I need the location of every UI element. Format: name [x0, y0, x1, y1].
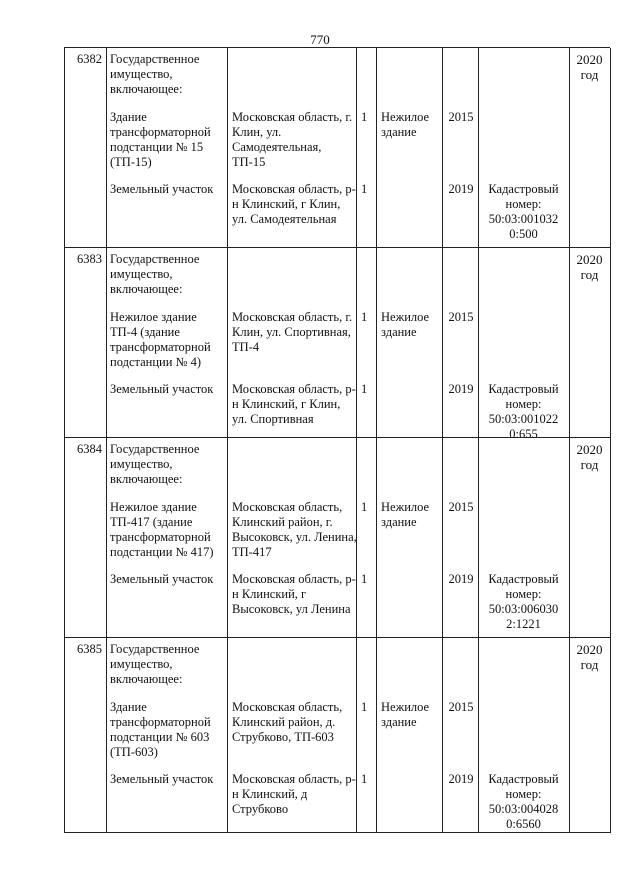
- item-quantity: 1: [361, 700, 368, 714]
- column-divider: [442, 438, 443, 638]
- item-name: Здание трансформаторной подстанции № 15 (ТП-15): [110, 110, 211, 169]
- column-divider: [106, 438, 107, 638]
- item-year: 2019: [448, 382, 474, 396]
- item-year: 2019: [448, 572, 474, 586]
- column-divider: [478, 438, 479, 638]
- record-year: 2020 год: [576, 52, 603, 82]
- item-type: Нежилое здание: [381, 500, 430, 529]
- table-record: [64, 47, 610, 247]
- column-divider: [64, 48, 65, 248]
- table-record: [64, 637, 610, 832]
- item-name: Здание трансформаторной подстанции № 603 (ТП-603): [110, 700, 211, 759]
- item-quantity: 1: [361, 772, 368, 786]
- table-record: [64, 437, 610, 637]
- item-name: Земельный участок: [110, 382, 214, 396]
- item-name: Земельный участок: [110, 182, 214, 196]
- item-address: Московская область, Клинский район, г. Высоковск, ул. Ленина, ТП-417: [232, 500, 357, 559]
- item-address: Московская область, р-н Клинский, д Струбково: [232, 772, 356, 816]
- item-year: 2015: [448, 110, 474, 124]
- item-address: Московская область, Клинский район, д. Струбково, ТП-603: [232, 700, 343, 744]
- item-cadastral-number: Кадастровый номер: 50:03:004028 0:6560: [488, 772, 559, 831]
- record-title: Государственное имущество, включающее:: [110, 642, 200, 686]
- item-type: Нежилое здание: [381, 110, 430, 139]
- column-divider: [227, 248, 228, 438]
- item-year: 2015: [448, 310, 474, 324]
- page-number: 770: [310, 32, 330, 47]
- column-divider: [442, 48, 443, 248]
- record-number: 6385: [77, 642, 102, 656]
- column-divider: [569, 48, 570, 248]
- item-cadastral-number: Кадастровый номер: 50:03:001022 0:655: [488, 382, 559, 441]
- column-divider: [569, 638, 570, 833]
- column-divider: [442, 248, 443, 438]
- record-number: 6382: [77, 52, 102, 66]
- item-quantity: 1: [361, 572, 368, 586]
- column-divider: [227, 48, 228, 248]
- column-divider: [478, 48, 479, 248]
- table-bottom-border: [64, 832, 610, 833]
- record-title: Государственное имущество, включающее:: [110, 442, 200, 486]
- column-divider: [106, 48, 107, 248]
- column-divider: [106, 638, 107, 833]
- record-title: Государственное имущество, включающее:: [110, 52, 200, 96]
- item-type: Нежилое здание: [381, 700, 430, 729]
- column-divider: [569, 248, 570, 438]
- item-year: 2015: [448, 700, 474, 714]
- column-divider: [64, 638, 65, 833]
- item-year: 2019: [448, 182, 474, 196]
- column-divider: [610, 48, 611, 248]
- record-year: 2020 год: [576, 442, 603, 472]
- item-year: 2015: [448, 500, 474, 514]
- item-address: Московская область, г. Клин, ул. Спортивная, ТП-4: [232, 310, 353, 354]
- column-divider: [227, 438, 228, 638]
- item-name: Земельный участок: [110, 772, 214, 786]
- column-divider: [478, 638, 479, 833]
- item-address: Московская область, р-н Клинский, г Клин, ул. Самодеятельная: [232, 182, 356, 226]
- column-divider: [610, 638, 611, 833]
- item-address: Московская область, г. Клин, ул. Самодеятельная, ТП-15: [232, 110, 353, 169]
- item-quantity: 1: [361, 382, 368, 396]
- item-quantity: 1: [361, 310, 368, 324]
- column-divider: [227, 638, 228, 833]
- column-divider: [106, 248, 107, 438]
- table-record: [64, 247, 610, 441]
- column-divider: [442, 638, 443, 833]
- item-name: Земельный участок: [110, 572, 214, 586]
- record-number: 6384: [77, 442, 102, 456]
- column-divider: [376, 638, 377, 833]
- record-year: 2020 год: [576, 642, 603, 672]
- column-divider: [376, 48, 377, 248]
- item-quantity: 1: [361, 182, 368, 196]
- item-name: Нежилое здание ТП-417 (здание трансформаторной подстанции № 417): [110, 500, 214, 559]
- item-cadastral-number: Кадастровый номер: 50:03:001032 0:500: [488, 182, 559, 241]
- column-divider: [478, 248, 479, 438]
- column-divider: [610, 438, 611, 638]
- column-divider: [569, 438, 570, 638]
- item-quantity: 1: [361, 110, 368, 124]
- record-number: 6383: [77, 252, 102, 266]
- column-divider: [610, 248, 611, 438]
- item-address: Московская область, р-н Клинский, г Высоковск, ул Ленина: [232, 572, 356, 616]
- item-type: Нежилое здание: [381, 310, 430, 339]
- item-address: Московская область, р-н Клинский, г Клин, ул. Спортивная: [232, 382, 356, 426]
- column-divider: [376, 248, 377, 438]
- item-quantity: 1: [361, 500, 368, 514]
- record-title: Государственное имущество, включающее:: [110, 252, 200, 296]
- item-year: 2019: [448, 772, 474, 786]
- record-year: 2020 год: [576, 252, 603, 282]
- item-name: Нежилое здание ТП-4 (здание трансформаторной подстанции № 4): [110, 310, 211, 369]
- column-divider: [64, 248, 65, 438]
- column-divider: [376, 438, 377, 638]
- item-cadastral-number: Кадастровый номер: 50:03:006030 2:1221: [488, 572, 559, 631]
- column-divider: [64, 438, 65, 638]
